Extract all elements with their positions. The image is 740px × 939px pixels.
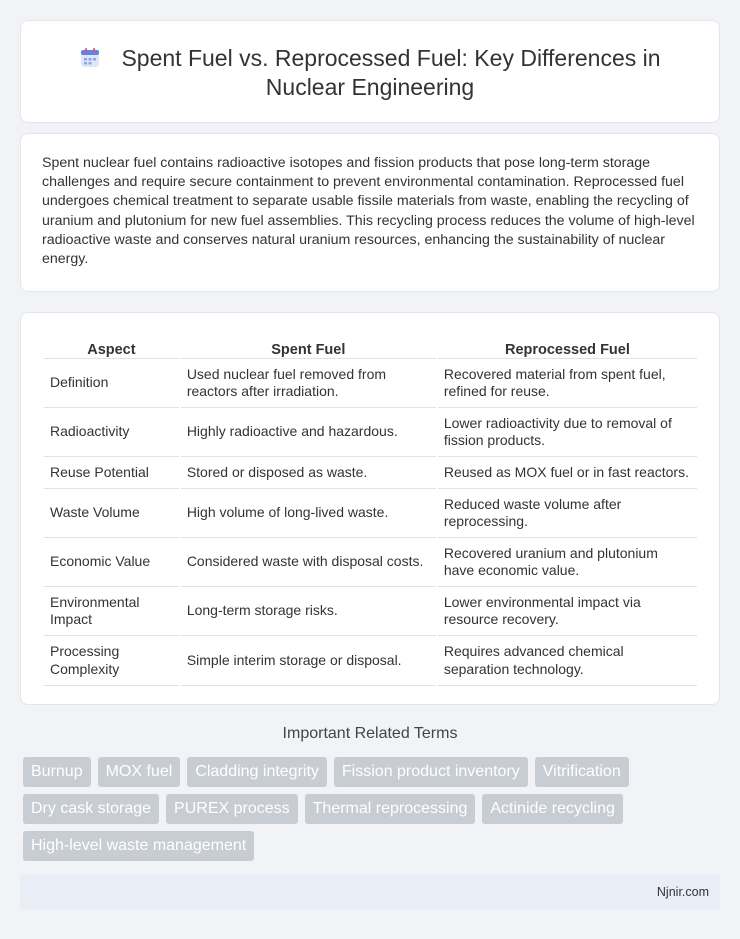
spent-fuel-cell: Considered waste with disposal costs.: [181, 538, 436, 587]
aspect-cell: Reuse Potential: [44, 457, 179, 489]
spent-fuel-cell: Long-term storage risks.: [181, 587, 436, 636]
header-reprocessed-fuel: Reprocessed Fuel: [438, 335, 697, 359]
term-tag[interactable]: Thermal reprocessing: [305, 794, 476, 824]
table-row: [44, 587, 697, 636]
term-tag[interactable]: Cladding integrity: [187, 757, 327, 787]
page-title: [21, 44, 719, 102]
spent-fuel-cell: High volume of long-lived waste.: [181, 489, 436, 538]
related-terms-heading: Important Related Terms: [282, 725, 458, 742]
table-row: [44, 408, 697, 457]
footer-site-link[interactable]: Njnir.com: [656, 885, 709, 899]
reprocessed-fuel-cell: Reused as MOX fuel or in fast reactors.: [438, 457, 697, 489]
table-row: [44, 489, 697, 538]
comparison-table: [42, 335, 699, 686]
header-aspect: Aspect: [44, 335, 179, 359]
reprocessed-fuel-cell: Lower environmental impact via resource recovery.: [438, 587, 697, 636]
aspect-cell: Radioactivity: [44, 408, 179, 457]
spent-fuel-cell: Simple interim storage or disposal.: [181, 636, 436, 686]
term-tag[interactable]: Fission product inventory: [334, 757, 528, 787]
reprocessed-fuel-cell: Reduced waste volume after reprocessing.: [438, 489, 697, 538]
spent-fuel-cell: Highly radioactive and hazardous.: [181, 408, 436, 457]
table-row: [44, 457, 697, 489]
reprocessed-fuel-cell: Requires advanced chemical separation technology.: [438, 636, 697, 686]
reprocessed-fuel-cell: Recovered material from spent fuel, refined for reuse.: [438, 359, 697, 408]
calendar-icon: [79, 47, 101, 69]
table-row: [44, 538, 697, 587]
aspect-cell: Definition: [44, 359, 179, 408]
term-tag[interactable]: Vitrification: [535, 757, 629, 787]
intro-card: [20, 133, 720, 292]
aspect-cell: Economic Value: [44, 538, 179, 587]
spent-fuel-cell: Used nuclear fuel removed from reactors after irradiation.: [181, 359, 436, 408]
term-tag[interactable]: Dry cask storage: [23, 794, 159, 824]
reprocessed-fuel-cell: Lower radioactivity due to removal of fission products.: [438, 408, 697, 457]
intro-paragraph: Spent nuclear fuel contains radioactive isotopes and fission products that pose long-term storage challenges and require secure containment to prevent environmental contamination. Reprocessed fuel undergoes chemical treatment to separate usable fissile materials from waste, enabling the recycling of uranium and plutonium for new fuel assemblies. This recycling process reduces the volume of high-level radioactive waste and conserves natural uranium resources, enhancing the sustainability of nuclear energy.: [42, 155, 695, 268]
header-spent-fuel: Spent Fuel: [181, 335, 436, 359]
term-tag[interactable]: MOX fuel: [98, 757, 181, 787]
table-row: [44, 359, 697, 408]
title-card: [20, 20, 720, 123]
term-tag[interactable]: Burnup: [23, 757, 91, 787]
footer: [20, 875, 720, 909]
aspect-cell: Waste Volume: [44, 489, 179, 538]
comparison-table-card: [20, 312, 720, 705]
term-tag[interactable]: Actinide recycling: [482, 794, 623, 824]
spent-fuel-cell: Stored or disposed as waste.: [181, 457, 436, 489]
table-row: [44, 636, 697, 686]
table-header-row: [44, 335, 697, 359]
reprocessed-fuel-cell: Recovered uranium and plutonium have economic value.: [438, 538, 697, 587]
aspect-cell: Processing Complexity: [44, 636, 179, 686]
related-terms-list: [23, 757, 643, 868]
term-tag[interactable]: High-level waste management: [23, 831, 254, 861]
term-tag[interactable]: PUREX process: [166, 794, 298, 824]
page-title-text: Spent Fuel vs. Reprocessed Fuel: Key Differences in Nuclear Engineering: [121, 45, 661, 100]
aspect-cell: Environmental Impact: [44, 587, 179, 636]
